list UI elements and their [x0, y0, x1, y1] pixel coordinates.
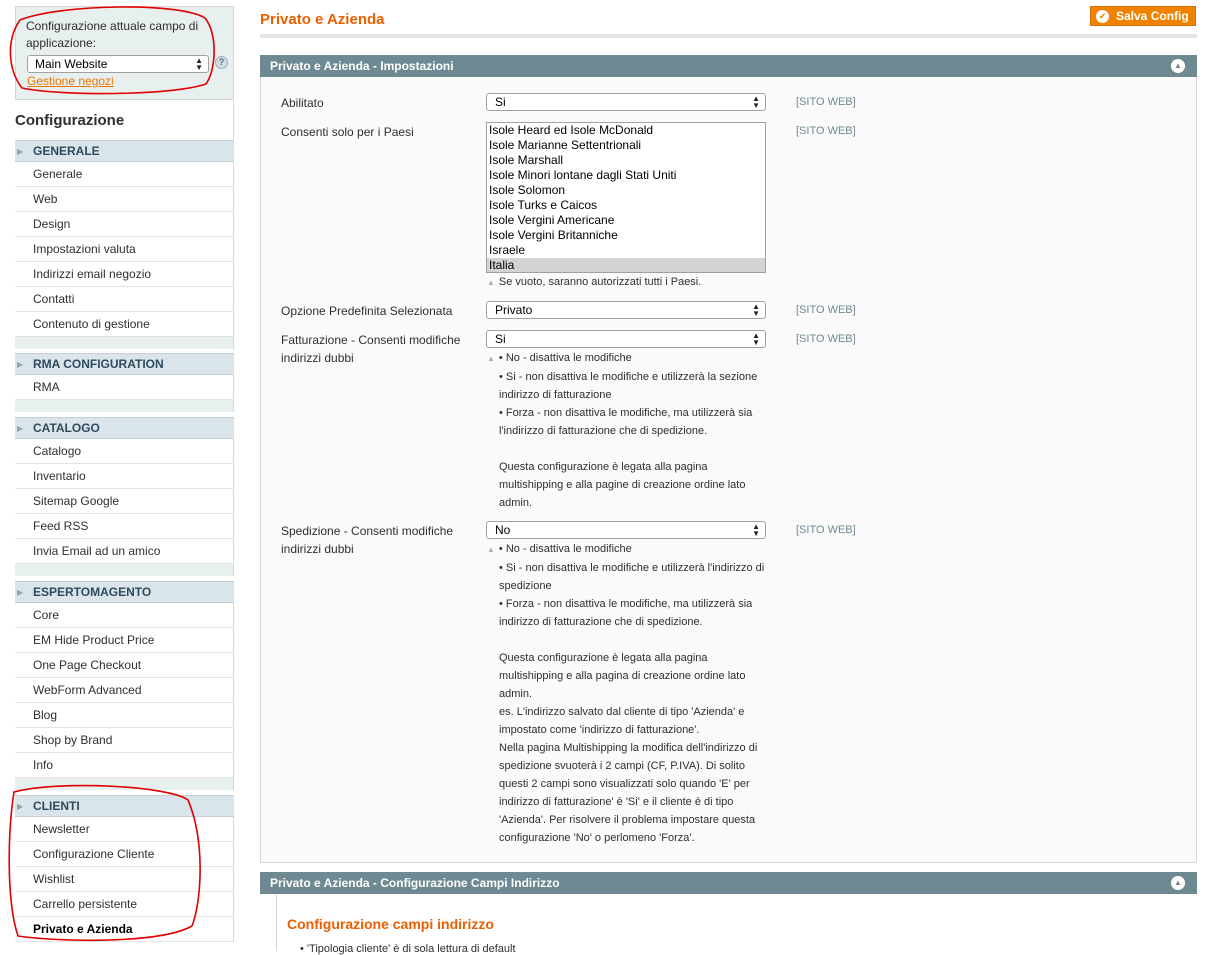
- country-option[interactable]: Isole Solomon: [489, 183, 566, 197]
- manage-stores-link[interactable]: Gestione negozi: [27, 74, 114, 88]
- scope-tag: [SITO WEB]: [796, 304, 856, 316]
- note-line: [487, 440, 767, 458]
- field-shipping-label-line1: Spedizione - Consenti modifiche: [281, 524, 454, 538]
- country-option[interactable]: Isole Turks e Caicos: [489, 198, 598, 212]
- section-settings-title: Privato e Azienda - Impostazioni: [270, 59, 454, 73]
- nav-group-clienti: [15, 795, 234, 942]
- sidebar-item[interactable]: Core: [15, 603, 234, 628]
- nav-group-head[interactable]: [15, 140, 234, 162]
- scope-select[interactable]: [27, 55, 209, 73]
- select-arrows-icon: ▲ ▼: [752, 522, 760, 538]
- field-countries-note-text: Se vuoto, saranno autorizzati tutti i Paesi.: [498, 276, 702, 288]
- note-line: es. L'indirizzo salvato dal cliente di tipo 'Azienda' e: [499, 706, 745, 718]
- sidebar-item[interactable]: Privato e Azienda: [15, 917, 234, 942]
- field-enabled-label: Abilitato: [281, 96, 324, 110]
- section-address-fields-header[interactable]: [260, 872, 1197, 894]
- country-option[interactable]: Isole Minori lontane dagli Stati Uniti: [489, 168, 677, 182]
- nav-group-generale: [15, 140, 234, 349]
- scope-switcher: [15, 6, 234, 100]
- address-fields-subtitle: Configurazione campi indirizzo: [287, 916, 494, 932]
- sidebar-item[interactable]: WebForm Advanced: [15, 678, 234, 703]
- country-option[interactable]: Isole Marshall: [489, 153, 564, 167]
- nav-group-head[interactable]: [15, 581, 234, 603]
- field-billing-label-line1: Fatturazione - Consenti modifiche: [281, 333, 461, 347]
- field-enabled-value: Si: [495, 95, 506, 109]
- scope-tag: [SITO WEB]: [796, 333, 856, 345]
- nav-group-head-label: GENERALE: [33, 144, 100, 158]
- field-default-option-value: Privato: [495, 303, 533, 317]
- field-billing-label: [281, 331, 481, 367]
- nav-group-head[interactable]: [15, 353, 234, 375]
- note-line: indirizzo di fatturazione che di spedizione.: [499, 616, 703, 628]
- country-option[interactable]: Isole Vergini Americane: [489, 213, 615, 227]
- address-fields-note: • 'Tipologia cliente' è di sola lettura di default: [300, 943, 516, 955]
- note-line-text: • No - disattiva le modifiche: [498, 543, 632, 555]
- scope-select-value: Main Website: [35, 57, 108, 71]
- save-config-button[interactable]: [1090, 6, 1196, 26]
- country-option[interactable]: Isole Marianne Settentrionali: [489, 138, 642, 152]
- collapse-icon[interactable]: ▲: [1171, 59, 1185, 73]
- field-default-option-select[interactable]: [486, 301, 766, 319]
- sidebar-item[interactable]: Info: [15, 753, 234, 778]
- field-shipping-note: [487, 540, 767, 847]
- select-arrows-icon: ▲ ▼: [752, 302, 760, 318]
- nav-group-espertomagento: [15, 581, 234, 790]
- sidebar-item[interactable]: Invia Email ad un amico: [15, 539, 234, 564]
- field-countries-label: Consenti solo per i Paesi: [281, 125, 414, 139]
- nav-group-gap: [15, 564, 234, 576]
- nav-group-gap: [15, 337, 234, 349]
- sidebar-item[interactable]: Inventario: [15, 464, 234, 489]
- sidebar-item[interactable]: Wishlist: [15, 867, 234, 892]
- sidebar-item[interactable]: Impostazioni valuta: [15, 237, 234, 262]
- sidebar-item[interactable]: Feed RSS: [15, 514, 234, 539]
- note-line: multishipping e alla pagine di creazione ordine lato: [499, 479, 746, 491]
- expand-triangle-icon: ▶: [17, 147, 24, 156]
- note-line: configurazione 'No' o perlomeno 'Forza'.: [499, 832, 695, 844]
- field-billing-note: [487, 349, 767, 512]
- note-triangle-icon: ▲: [487, 278, 495, 287]
- check-icon: ✔: [1096, 10, 1109, 23]
- country-option[interactable]: Isole Heard ed Isole McDonald: [489, 123, 654, 137]
- note-line: • Forza - non disattiva le modifiche, ma utilizzerà sia: [499, 407, 753, 419]
- nav-group-head-label: CATALOGO: [33, 421, 100, 435]
- expand-triangle-icon: ▶: [17, 802, 24, 811]
- note-line: 'Azienda'. Per risolvere il problema impostare questa: [499, 814, 756, 826]
- nav-group-head[interactable]: [15, 417, 234, 439]
- note-line: indirizzo di fatturazione' è 'Si' e il cliente è di tipo: [499, 796, 734, 808]
- sidebar-item[interactable]: Sitemap Google: [15, 489, 234, 514]
- field-countries-multiselect[interactable]: [486, 122, 766, 273]
- note-line: spedizione: [499, 580, 552, 592]
- note-line: • Forza - non disattiva le modifiche, ma utilizzerà sia: [499, 598, 753, 610]
- nav-group-catalogo: [15, 417, 234, 576]
- note-line: indirizzo di fatturazione: [499, 389, 612, 401]
- note-line: admin.: [499, 497, 533, 509]
- field-enabled-select[interactable]: [486, 93, 766, 111]
- sidebar-item[interactable]: Blog: [15, 703, 234, 728]
- note-line: [487, 631, 767, 649]
- sidebar-item[interactable]: EM Hide Product Price: [15, 628, 234, 653]
- field-shipping-label-line2: indirizzi dubbi: [281, 542, 354, 556]
- scope-tag: [SITO WEB]: [796, 125, 856, 137]
- note-triangle-icon: ▲: [487, 545, 495, 554]
- nav-group-head-label: ESPERTOMAGENTO: [33, 585, 152, 599]
- sidebar-item[interactable]: One Page Checkout: [15, 653, 234, 678]
- sidebar-item[interactable]: Newsletter: [15, 817, 234, 842]
- title-divider: [260, 34, 1197, 38]
- expand-triangle-icon: ▶: [17, 360, 24, 369]
- sidebar-item[interactable]: RMA: [15, 375, 234, 400]
- country-option[interactable]: Isole Vergini Britanniche: [489, 228, 618, 242]
- sidebar-item[interactable]: Carrello persistente: [15, 892, 234, 917]
- field-default-option-label: Opzione Predefinita Selezionata: [281, 304, 453, 318]
- sidebar-item[interactable]: Catalogo: [15, 439, 234, 464]
- note-line: • Si - non disattiva le modifiche e utilizzerà l'indirizzo di: [499, 562, 765, 574]
- sidebar-item[interactable]: Shop by Brand: [15, 728, 234, 753]
- sidebar: [15, 6, 235, 951]
- sidebar-item[interactable]: Contenuto di gestione: [15, 312, 234, 337]
- sidebar-item[interactable]: Contatti: [15, 287, 234, 312]
- configuration-title: Configurazione: [15, 100, 234, 140]
- sidebar-item[interactable]: Generale: [15, 162, 234, 187]
- note-line: [487, 540, 767, 559]
- nav-group-gap: [15, 778, 234, 790]
- note-line: [487, 349, 767, 368]
- field-shipping-value: No: [495, 523, 511, 537]
- sidebar-item[interactable]: Indirizzi email negozio: [15, 262, 234, 287]
- nav-group-rma-configuration: [15, 353, 234, 412]
- scope-tag: [SITO WEB]: [796, 96, 856, 108]
- note-line: Questa configurazione è legata alla pagina: [499, 461, 708, 473]
- page-title: Privato e Azienda: [260, 11, 385, 28]
- scope-tag: [SITO WEB]: [796, 524, 856, 536]
- expand-triangle-icon: ▶: [17, 424, 24, 433]
- field-shipping-label: [281, 522, 481, 558]
- expand-triangle-icon: ▶: [17, 588, 24, 597]
- note-line-text: • No - disattiva le modifiche: [498, 352, 632, 364]
- select-arrows-icon: ▲ ▼: [752, 331, 760, 347]
- save-config-label: Salva Config: [1116, 9, 1189, 23]
- nav-group-head[interactable]: [15, 795, 234, 817]
- sidebar-item[interactable]: Web: [15, 187, 234, 212]
- note-line: Questa configurazione è legata alla pagina: [499, 652, 708, 664]
- nav-group-head-label: RMA CONFIGURATION: [33, 357, 164, 371]
- field-shipping-select[interactable]: [486, 521, 766, 539]
- note-line: impostato come 'indirizzo di fatturazione'.: [499, 724, 700, 736]
- nav-group-gap: [15, 400, 234, 412]
- scope-label: Configurazione attuale campo di applicazione:: [26, 19, 199, 50]
- note-line: questi 2 campi sono visualizzati solo quando 'E' per: [499, 778, 750, 790]
- sidebar-item[interactable]: Design: [15, 212, 234, 237]
- sidebar-item[interactable]: Configurazione Cliente: [15, 842, 234, 867]
- field-billing-value: Si: [495, 332, 506, 346]
- help-icon[interactable]: ?: [215, 56, 228, 69]
- collapse-icon[interactable]: ▲: [1171, 876, 1185, 890]
- field-countries-note: [487, 273, 767, 292]
- country-option[interactable]: Israele: [489, 243, 526, 257]
- note-triangle-icon: ▲: [487, 354, 495, 363]
- select-arrows-icon: ▲ ▼: [752, 94, 760, 110]
- nav-group-head-label: CLIENTI: [33, 799, 80, 813]
- note-line: spedizione svuoterà i 2 campi (CF, P.IVA). Di solito: [499, 760, 745, 772]
- note-line: • Si - non disattiva le modifiche e utilizzerà la sezione: [499, 371, 758, 383]
- country-option[interactable]: Italia: [487, 258, 765, 273]
- field-billing-label-line2: indirizzi dubbi: [281, 351, 354, 365]
- select-arrows-icon: ▲ ▼: [195, 56, 203, 72]
- note-line: admin.: [499, 688, 533, 700]
- note-line: l'indirizzo di fatturazione che di spedizione.: [499, 425, 708, 437]
- note-line: Nella pagina Multishipping la modifica dell'indirizzo di: [499, 742, 758, 754]
- note-line: multishipping e alla pagina di creazione ordine lato: [499, 670, 746, 682]
- field-billing-select[interactable]: [486, 330, 766, 348]
- section-address-fields-title: Privato e Azienda - Configurazione Campi Indirizzo: [270, 876, 560, 890]
- section-settings-header[interactable]: [260, 55, 1197, 77]
